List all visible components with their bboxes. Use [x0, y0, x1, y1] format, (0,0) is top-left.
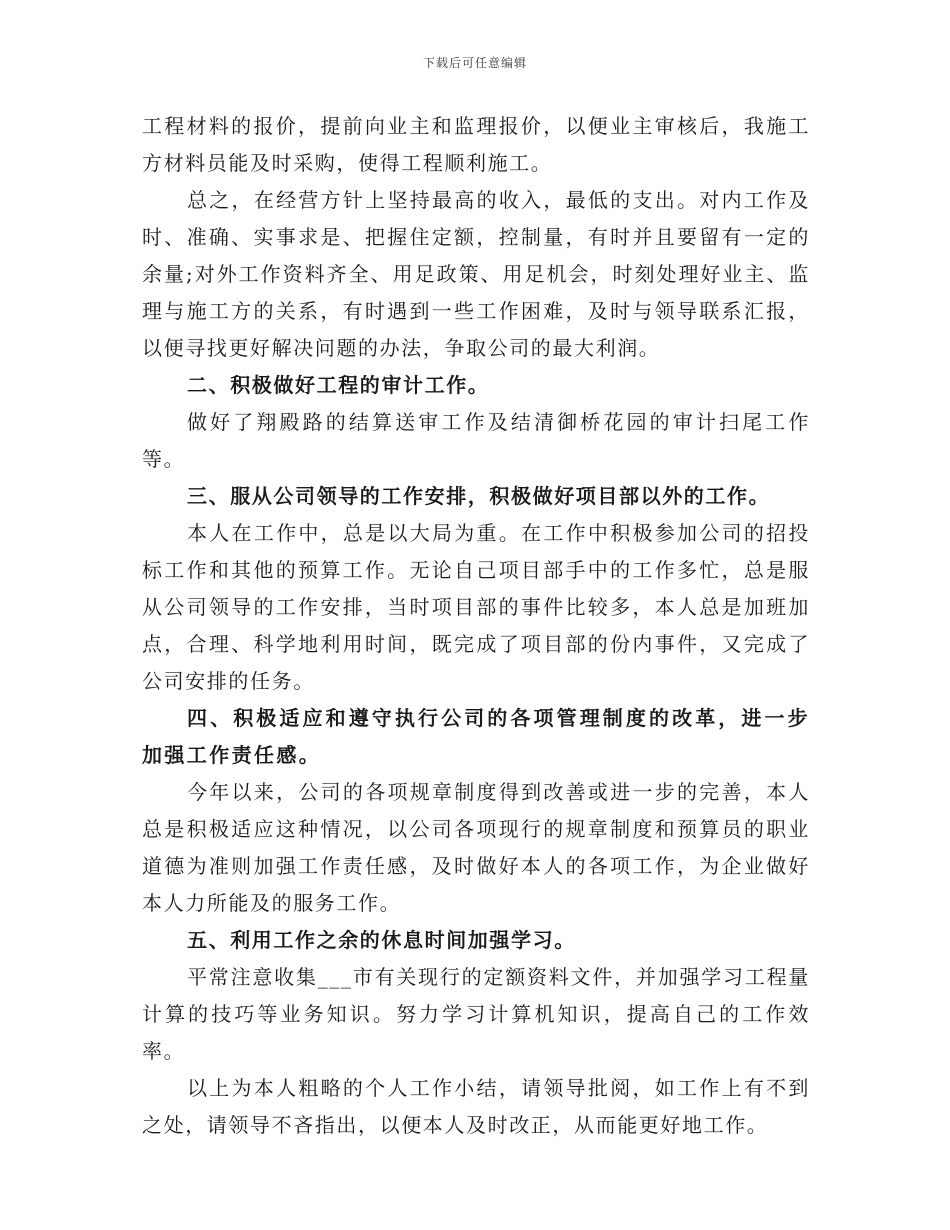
paragraph-audit: 做好了翔殿路的结算送审工作及结清御桥花园的审计扫尾工作等。	[142, 410, 810, 471]
section-heading-audit: 二、积极做好工程的审计工作。	[187, 373, 490, 397]
paragraph-management-reform: 今年以来，公司的各项规章制度得到改善或进一步的完善，本人总是积极适应这种情况，以公司各项现行的规章制度和预算员的职业道德为准则加强工作责任感，及时做好本人的各项工作，为企业做好本人力所能及的服务工作。	[142, 780, 810, 915]
section-heading-obey-leadership: 三、服从公司领导的工作安排，积极做好项目部以外的工作。	[187, 484, 771, 508]
paragraph-materials-quote: 工程材料的报价，提前向业主和监理报价，以便业主审核后，我施工方材料员能及时采购，使得工程顺利施工。	[142, 114, 810, 175]
paragraph-study: 平常注意收集___市有关现行的定额资料文件，并加强学习工程量计算的技巧等业务知识。努力学习计算机知识，提高自己的工作效率。	[142, 965, 810, 1063]
section-heading-management-reform: 四、积极适应和遵守执行公司的各项管理制度的改革，进一步加强工作责任感。	[142, 706, 810, 767]
document-body	[142, 108, 810, 1144]
paragraph-business-policy: 总之，在经营方针上坚持最高的收入，最低的支出。对内工作及时、准确、实事求是、把握住定额，控制量，有时并且要留有一定的余量;对外工作资料齐全、用足政策、用足机会，时刻处理好业主、监理与施工方的关系，有时遇到一些工作困难，及时与领导联系汇报，以便寻找更好解决问题的办法，争取公司的最大利润。	[142, 188, 810, 360]
paragraph-conclusion: 以上为本人粗略的个人工作小结，请领导批阅，如工作上有不到之处，请领导不吝指出，以便本人及时改正，从而能更好地工作。	[142, 1076, 810, 1137]
page-header-note: 下载后可任意编辑	[422, 56, 527, 70]
section-heading-study: 五、利用工作之余的休息时间加强学习。	[187, 928, 576, 952]
paragraph-obey-leadership: 本人在工作中，总是以大局为重。在工作中积极参加公司的招投标工作和其他的预算工作。无论自己项目部手中的工作多忙，总是服从公司领导的工作安排，当时项目部的事件比较多，本人总是加班加点，合理、科学地利用时间，既完成了项目部的份内事件，又完成了公司安排的任务。	[142, 521, 810, 693]
